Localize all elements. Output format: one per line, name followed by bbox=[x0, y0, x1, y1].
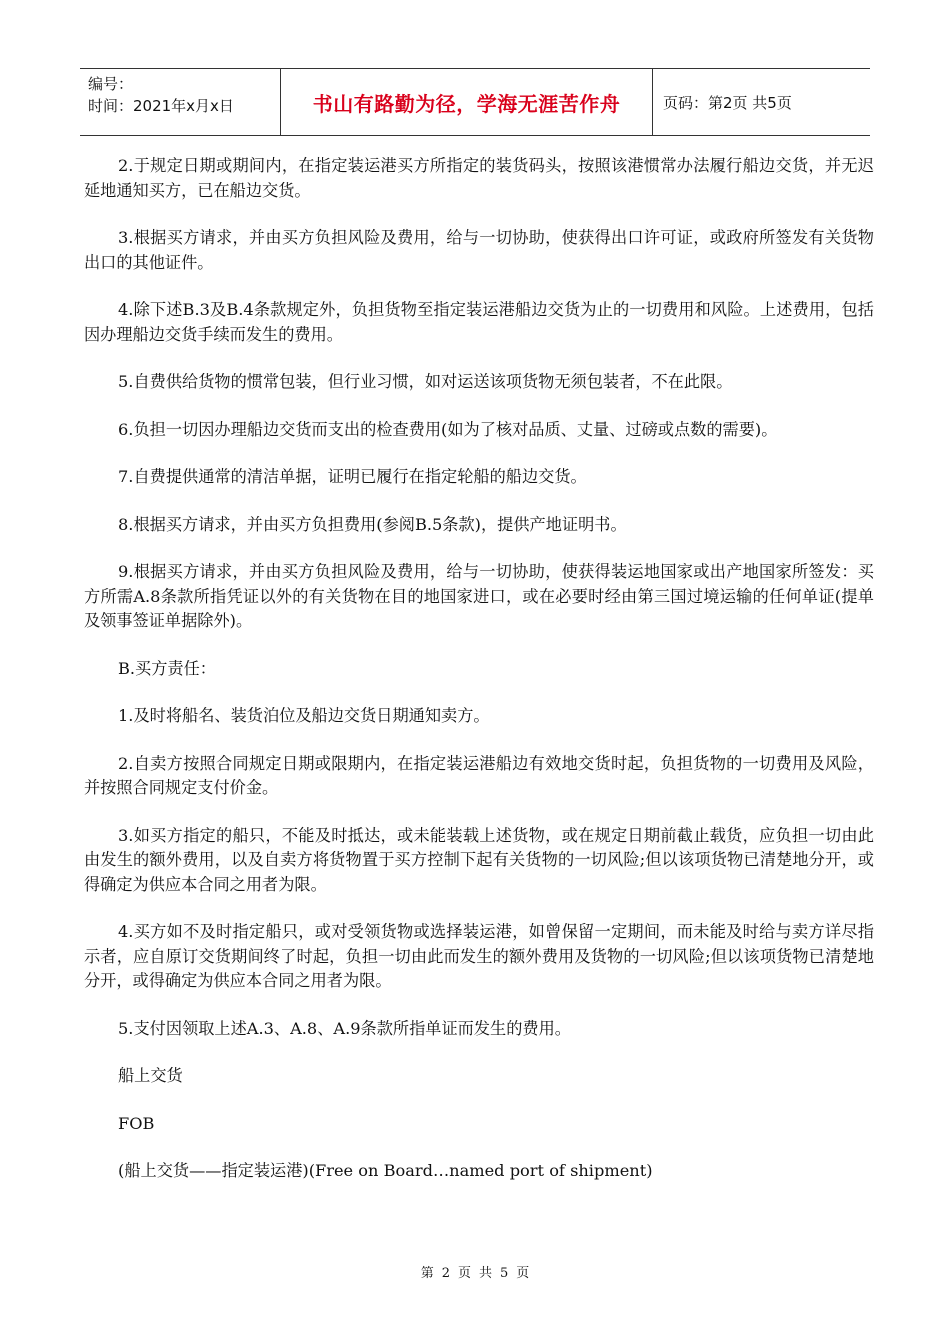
page-footer bbox=[0, 1262, 950, 1281]
section-heading-fob-cn: 船上交货 bbox=[118, 1066, 183, 1085]
paragraph-b4: 4.买方如不及时指定船只，或对受领货物或选择装运港，如曾保留一定期间，而未能及时给与卖方详尽指示者，应自原订交货期间终了时起，负担一切由此而发生的额外费用及货物的一切风险;但以该项货物已清楚地分开，或得确定为供应本合同之用者为限。 bbox=[84, 922, 874, 990]
header-meta bbox=[80, 69, 280, 135]
document-body bbox=[84, 154, 874, 1207]
page-header bbox=[80, 68, 870, 136]
header-motto-cell bbox=[280, 69, 653, 135]
footer-page-number: 2 bbox=[441, 1266, 450, 1281]
paragraph-a7: 7.自费提供通常的清洁单据，证明已履行在指定轮船的船边交货。 bbox=[118, 467, 587, 486]
document-number-label: 编号： bbox=[88, 75, 134, 93]
footer-total-pages: 5 bbox=[500, 1266, 509, 1281]
paragraph-a2: 2.于规定日期或期间内，在指定装运港买方所指定的装货码头，按照该港惯常办法履行船边交货，并无迟延地通知买方，已在船边交货。 bbox=[84, 156, 874, 200]
header-motto: 书山有路勤为径，学海无涯苦作舟 bbox=[312, 91, 621, 116]
paragraph-a6: 6.负担一切因办理船边交货而支出的检查费用(如为了核对品质、丈量、过磅或点数的需要)。 bbox=[118, 419, 778, 439]
paragraph-b3: 3.如买方指定的船只，不能及时抵达，或未能装载上述货物，或在规定日期前截止载货，应负担一切由此由发生的额外费用，以及自卖方将货物置于买方控制下起有关货物的一切风险;但以该项货物已清楚地分开，或得确定为供应本合同之用者为限。 bbox=[84, 825, 874, 894]
paragraph-b2: 2.自卖方按照合同规定日期或限期内，在指定装运港船边有效地交货时起，负担货物的一切费用及风险，并按照合同规定支付价金。 bbox=[84, 753, 874, 797]
paragraph-b1: 1.及时将船名、装货泊位及船边交货日期通知卖方。 bbox=[118, 706, 490, 725]
footer-text-4: 页 bbox=[516, 1266, 530, 1281]
header-page-info bbox=[653, 69, 870, 135]
page-number-label: 页码：第2页 共5页 bbox=[663, 93, 792, 112]
footer-text-3: 共 bbox=[479, 1266, 493, 1281]
paragraph-a5: 5.自费供给货物的惯常包装，但行业习惯，如对运送该项货物无须包装者，不在此限。 bbox=[118, 372, 733, 391]
paragraph-a3: 3.根据买方请求，并由买方负担风险及费用，给与一切协助，使获得出口许可证，或政府所签发有关货物出口的其他证件。 bbox=[84, 228, 874, 272]
section-subtitle-fob: (船上交货——指定装运港)(Free on Board…named port of shipment) bbox=[118, 1161, 653, 1180]
paragraph-a9: 9.根据买方请求，并由买方负担风险及费用，给与一切协助，使获得装运地国家或出产地国家所签发：买方所需A.8条款所指凭证以外的有关货物在目的地国家进口，或在必要时经由第三国过境运输的任何单证(提单及领事签证单据除外)。 bbox=[84, 562, 874, 630]
section-heading-fob: FOB bbox=[118, 1113, 155, 1133]
footer-text-2: 页 bbox=[457, 1266, 471, 1281]
paragraph-a4: 4.除下述B.3及B.4条款规定外，负担货物至指定装运港船边交货为止的一切费用和风险。上述费用，包括因办理船边交货手续而发生的费用。 bbox=[84, 300, 874, 344]
footer-text-1: 第 bbox=[420, 1266, 434, 1281]
document-time-label: 时间：2021年x月x日 bbox=[88, 97, 234, 115]
paragraph-a8: 8.根据买方请求，并由买方负担费用(参阅B.5条款)，提供产地证明书。 bbox=[118, 514, 627, 534]
paragraph-b5: 5.支付因领取上述A.3、A.8、A.9条款所指单证而发生的费用。 bbox=[118, 1018, 571, 1038]
section-heading-buyer: B.买方责任： bbox=[118, 658, 216, 678]
